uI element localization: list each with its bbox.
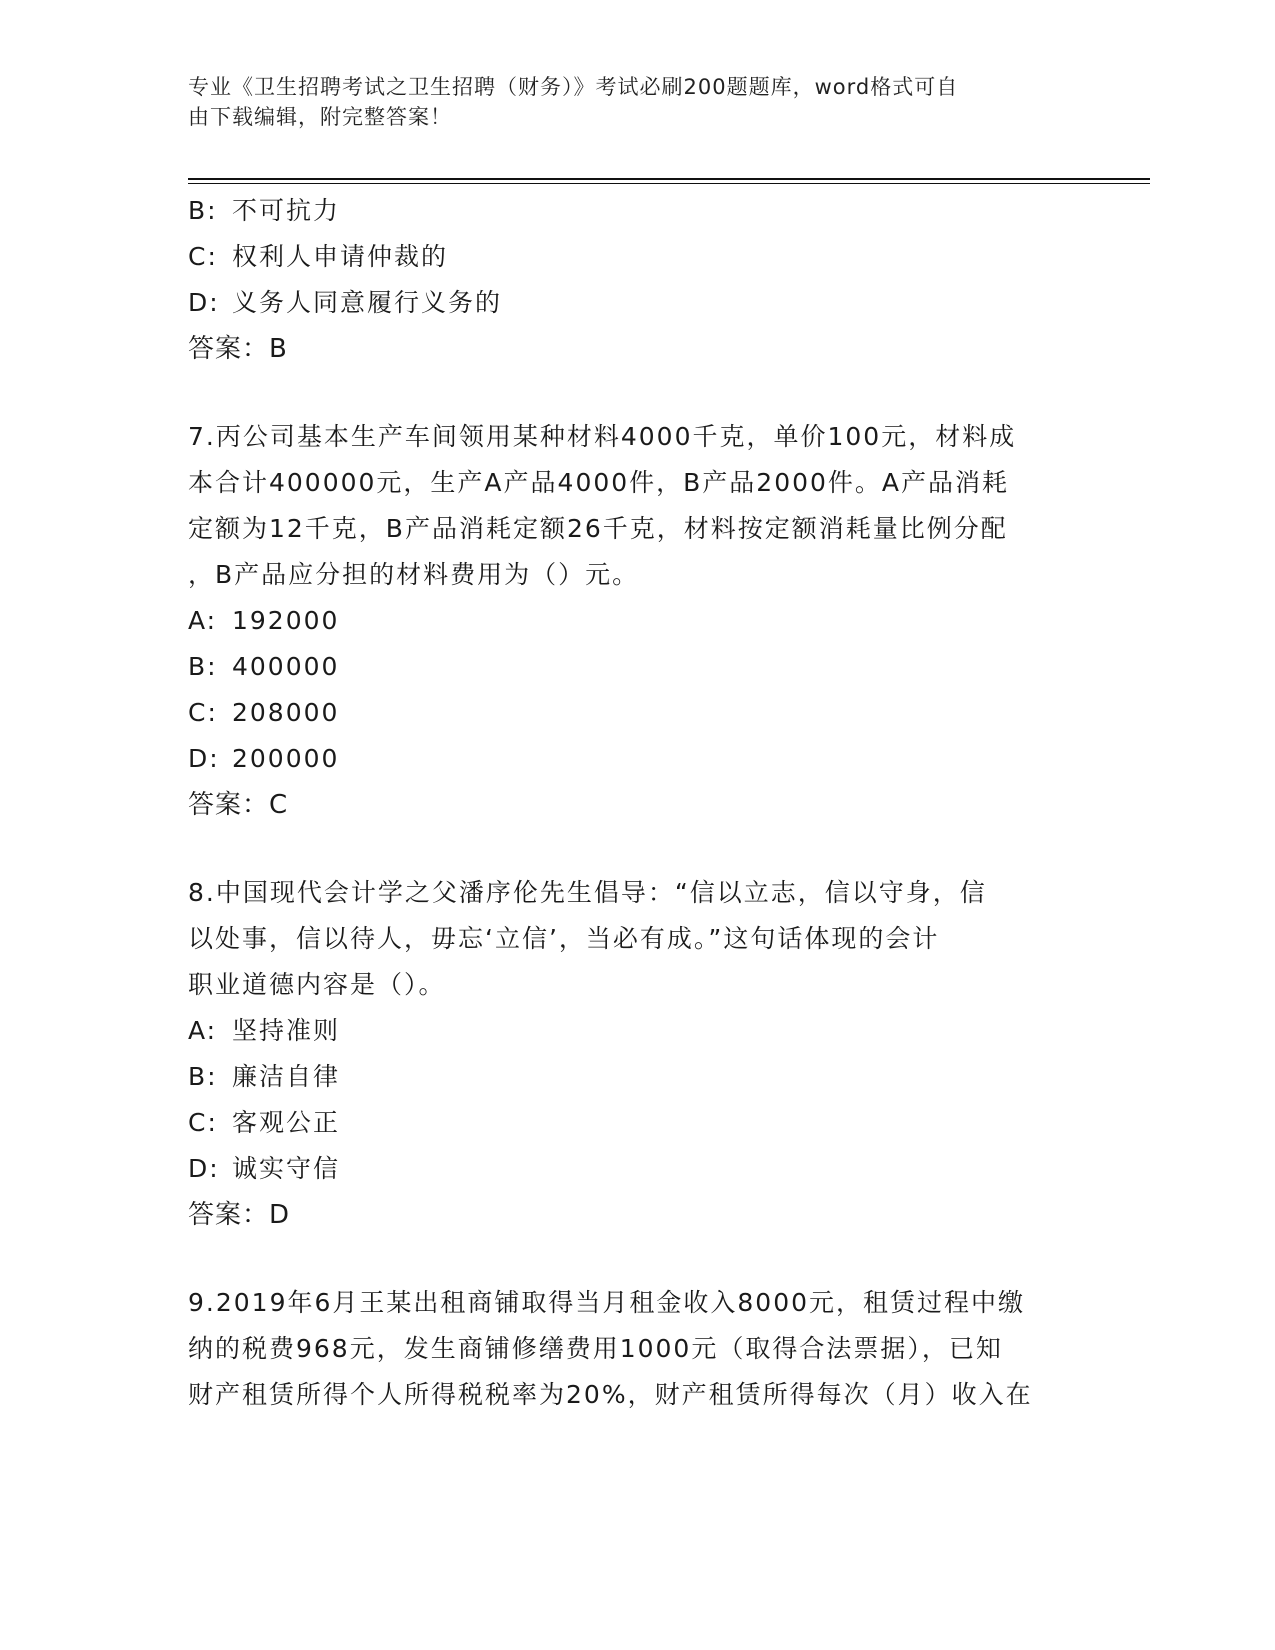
option-b [188, 644, 1088, 690]
question-text-line: 纳的税费968元，发生商铺修缮费用1000元（取得合法票据），已知 [188, 1334, 1003, 1363]
option-key: C: [188, 698, 218, 727]
question-9 [188, 1280, 1088, 1418]
option-d [188, 280, 1088, 326]
option-text: 权利人申请仲裁的 [232, 242, 449, 271]
question-text-line: 7.丙公司基本生产车间领用某种材料4000千克，单价100元，材料成 [188, 422, 1017, 451]
question-text-line: 职业道德内容是（）。 [188, 970, 446, 999]
question-7 [188, 414, 1088, 828]
spacer [188, 1238, 1088, 1280]
option-text: 诚实守信 [232, 1154, 341, 1183]
question-text-line: 以处事，信以待人，毋忘‘立信’，当必有成。”这句话体现的会计 [188, 924, 940, 953]
answer-line: 答案：C [188, 790, 289, 820]
option-text: 200000 [232, 744, 340, 773]
option-text: 坚持准则 [232, 1016, 341, 1045]
option-b [188, 1054, 1088, 1100]
option-a [188, 1008, 1088, 1054]
answer-line: 答案：B [188, 334, 288, 364]
question-text-line: ，B产品应分担的材料费用为（）元。 [188, 560, 640, 589]
option-text: 192000 [232, 606, 340, 635]
header-line-2: 由下载编辑，附完整答案！ [188, 105, 452, 129]
option-key: B: [188, 1062, 218, 1091]
option-c [188, 234, 1088, 280]
option-key: C: [188, 242, 218, 271]
option-text: 400000 [232, 652, 340, 681]
option-b [188, 188, 1088, 234]
option-key: A: [188, 1016, 218, 1045]
question-text-line: 9.2019年6月王某出租商铺取得当月租金收入8000元，租赁过程中缴 [188, 1288, 1026, 1317]
option-key: D: [188, 1154, 220, 1183]
header-divider-thin [188, 183, 1150, 184]
question-content [188, 188, 1088, 1418]
option-key: D: [188, 288, 220, 317]
option-text: 208000 [232, 698, 340, 727]
spacer [188, 828, 1088, 870]
option-key: D: [188, 744, 220, 773]
question-text-line: 8.中国现代会计学之父潘序伦先生倡导：“信以立志，信以守身，信 [188, 878, 987, 907]
question-text-line: 本合计400000元，生产A产品4000件，B产品2000件。A产品消耗 [188, 468, 1010, 497]
option-a [188, 598, 1088, 644]
option-text: 不可抗力 [232, 196, 341, 225]
option-key: B: [188, 196, 218, 225]
header-line-1: 专业《卫生招聘考试之卫生招聘（财务）》考试必刷200题题库，word格式可自 [188, 75, 959, 99]
option-text: 廉洁自律 [232, 1062, 341, 1091]
prev-question [188, 188, 1088, 372]
option-c [188, 1100, 1088, 1146]
option-text: 义务人同意履行义务的 [232, 288, 503, 317]
header-divider-thick [188, 178, 1150, 180]
question-text-line: 财产租赁所得个人所得税税率为20%，财产租赁所得每次（月）收入在 [188, 1380, 1033, 1409]
question-8 [188, 870, 1088, 1238]
option-text: 客观公正 [232, 1108, 341, 1137]
option-key: A: [188, 606, 218, 635]
option-d [188, 736, 1088, 782]
page-header [188, 72, 1068, 132]
option-key: B: [188, 652, 218, 681]
question-text-line: 定额为12千克，B产品消耗定额26千克，材料按定额消耗量比例分配 [188, 514, 1008, 543]
option-key: C: [188, 1108, 218, 1137]
option-d [188, 1146, 1088, 1192]
answer-line: 答案：D [188, 1200, 291, 1230]
option-c [188, 690, 1088, 736]
spacer [188, 372, 1088, 414]
